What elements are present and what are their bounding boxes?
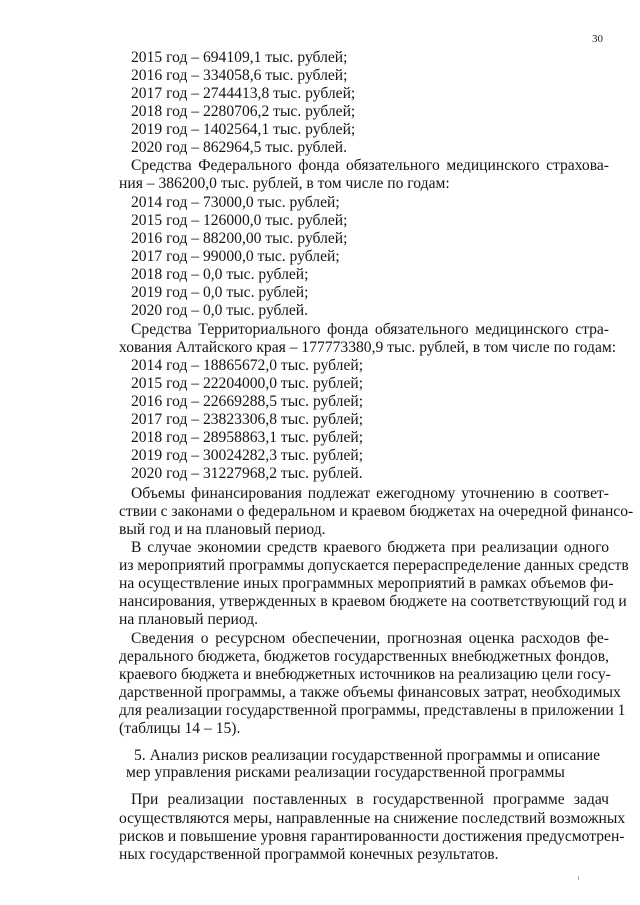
resources-line-4: дарственной программы, а также объемы финансовых затрат, необходимых <box>119 684 621 701</box>
section-5-body-line-1: При реализации поставленных в государственной программе задач <box>131 791 609 808</box>
ffoms-year-2018: 2018 год – 0,0 тыс. рублей; <box>131 266 309 283</box>
fed-budget-year-2016: 2016 год – 334058,6 тыс. рублей; <box>131 67 348 84</box>
tfoms-year-2019: 2019 год – 30024282,3 тыс. рублей; <box>131 447 364 464</box>
ffoms-year-2015: 2015 год – 126000,0 тыс. рублей; <box>131 212 348 229</box>
tfoms-intro-line-1: Средства Территориального фонда обязательного медицинского стра- <box>131 321 609 338</box>
fed-budget-year-2015: 2015 год – 694109,1 тыс. рублей; <box>131 49 348 66</box>
volumes-line-1: Объемы финансирования подлежат ежегодному уточнению в соответ- <box>131 485 609 502</box>
ffoms-intro-line-1: Средства Федерального фонда обязательного медицинского страхова- <box>131 157 609 174</box>
ffoms-year-2019: 2019 год – 0,0 тыс. рублей; <box>131 284 309 301</box>
ffoms-year-2017: 2017 год – 99000,0 тыс. рублей; <box>131 248 340 265</box>
resources-line-1: Сведения о ресурсном обеспечении, прогнозная оценка расходов фе- <box>131 630 609 647</box>
tfoms-year-2017: 2017 год – 23823306,8 тыс. рублей; <box>131 411 364 428</box>
tfoms-year-2015: 2015 год – 22204000,0 тыс. рублей; <box>131 375 364 392</box>
fed-budget-year-2019: 2019 год – 1402564,1 тыс. рублей; <box>131 121 356 138</box>
ffoms-year-2014: 2014 год – 73000,0 тыс. рублей; <box>131 194 340 211</box>
resources-line-3: краевого бюджета и внебюджетных источников на реализацию цели госу- <box>119 666 611 683</box>
resources-line-2: дерального бюджета, бюджетов государственных внебюджетных фондов, <box>119 648 609 665</box>
savings-line-4: нансирования, утвержденных в краевом бюджете на соответствующий год и <box>119 593 627 610</box>
ffoms-year-2016: 2016 год – 88200,00 тыс. рублей; <box>131 230 348 247</box>
tfoms-year-2014: 2014 год – 18865672,0 тыс. рублей; <box>131 357 364 374</box>
section-5-heading-line-2: мер управления рисками реализации государственной программы <box>126 764 565 781</box>
tfoms-year-2020: 2020 год – 31227968,2 тыс. рублей. <box>131 465 363 482</box>
fed-budget-year-2018: 2018 год – 2280706,2 тыс. рублей; <box>131 103 356 120</box>
tfoms-intro-line-2: хования Алтайского края – 177773380,9 тыс. рублей, в том числе по годам: <box>119 339 617 356</box>
fed-budget-year-2020: 2020 год – 862964,5 тыс. рублей. <box>131 139 348 156</box>
savings-line-5: на плановый период. <box>119 611 259 628</box>
ffoms-year-2020: 2020 год – 0,0 тыс. рублей. <box>131 302 309 319</box>
section-5-body-line-3: рисков и повышение уровня гарантированности достижения предусмотрен- <box>119 828 625 845</box>
tfoms-year-2016: 2016 год – 22669288,5 тыс. рублей; <box>131 393 364 410</box>
section-5-body-line-4: ных государственной программой конечных результатов. <box>119 846 499 863</box>
page-number: 30 <box>592 33 603 45</box>
section-5-body-line-2: осуществляются меры, направленные на снижение последствий возможных <box>119 810 626 827</box>
ffoms-intro-line-2: ния – 386200,0 тыс. рублей, в том числе по годам: <box>119 175 450 192</box>
section-5-heading-line-1: 5. Анализ рисков реализации государственной программы и описание <box>134 747 601 764</box>
resources-line-5: для реализации государственной программы, представлены в приложении 1 <box>119 702 626 719</box>
volumes-line-3: вый год и на плановый период. <box>119 521 326 538</box>
tfoms-year-2018: 2018 год – 28958863,1 тыс. рублей; <box>131 429 364 446</box>
scan-speck <box>578 876 579 880</box>
resources-line-6: (таблицы 14 – 15). <box>119 720 241 737</box>
volumes-line-2: ствии с законами о федеральном и краевом бюджетах на очередной финансо- <box>119 503 634 520</box>
savings-line-3: на осуществление иных программных мероприятий в рамках объемов фи- <box>119 575 614 592</box>
fed-budget-year-2017: 2017 год – 2744413,8 тыс. рублей; <box>131 85 356 102</box>
savings-line-2: из мероприятий программы допускается перераспределение данных средств <box>119 557 629 574</box>
savings-line-1: В случае экономии средств краевого бюджета при реализации одного <box>131 539 609 556</box>
